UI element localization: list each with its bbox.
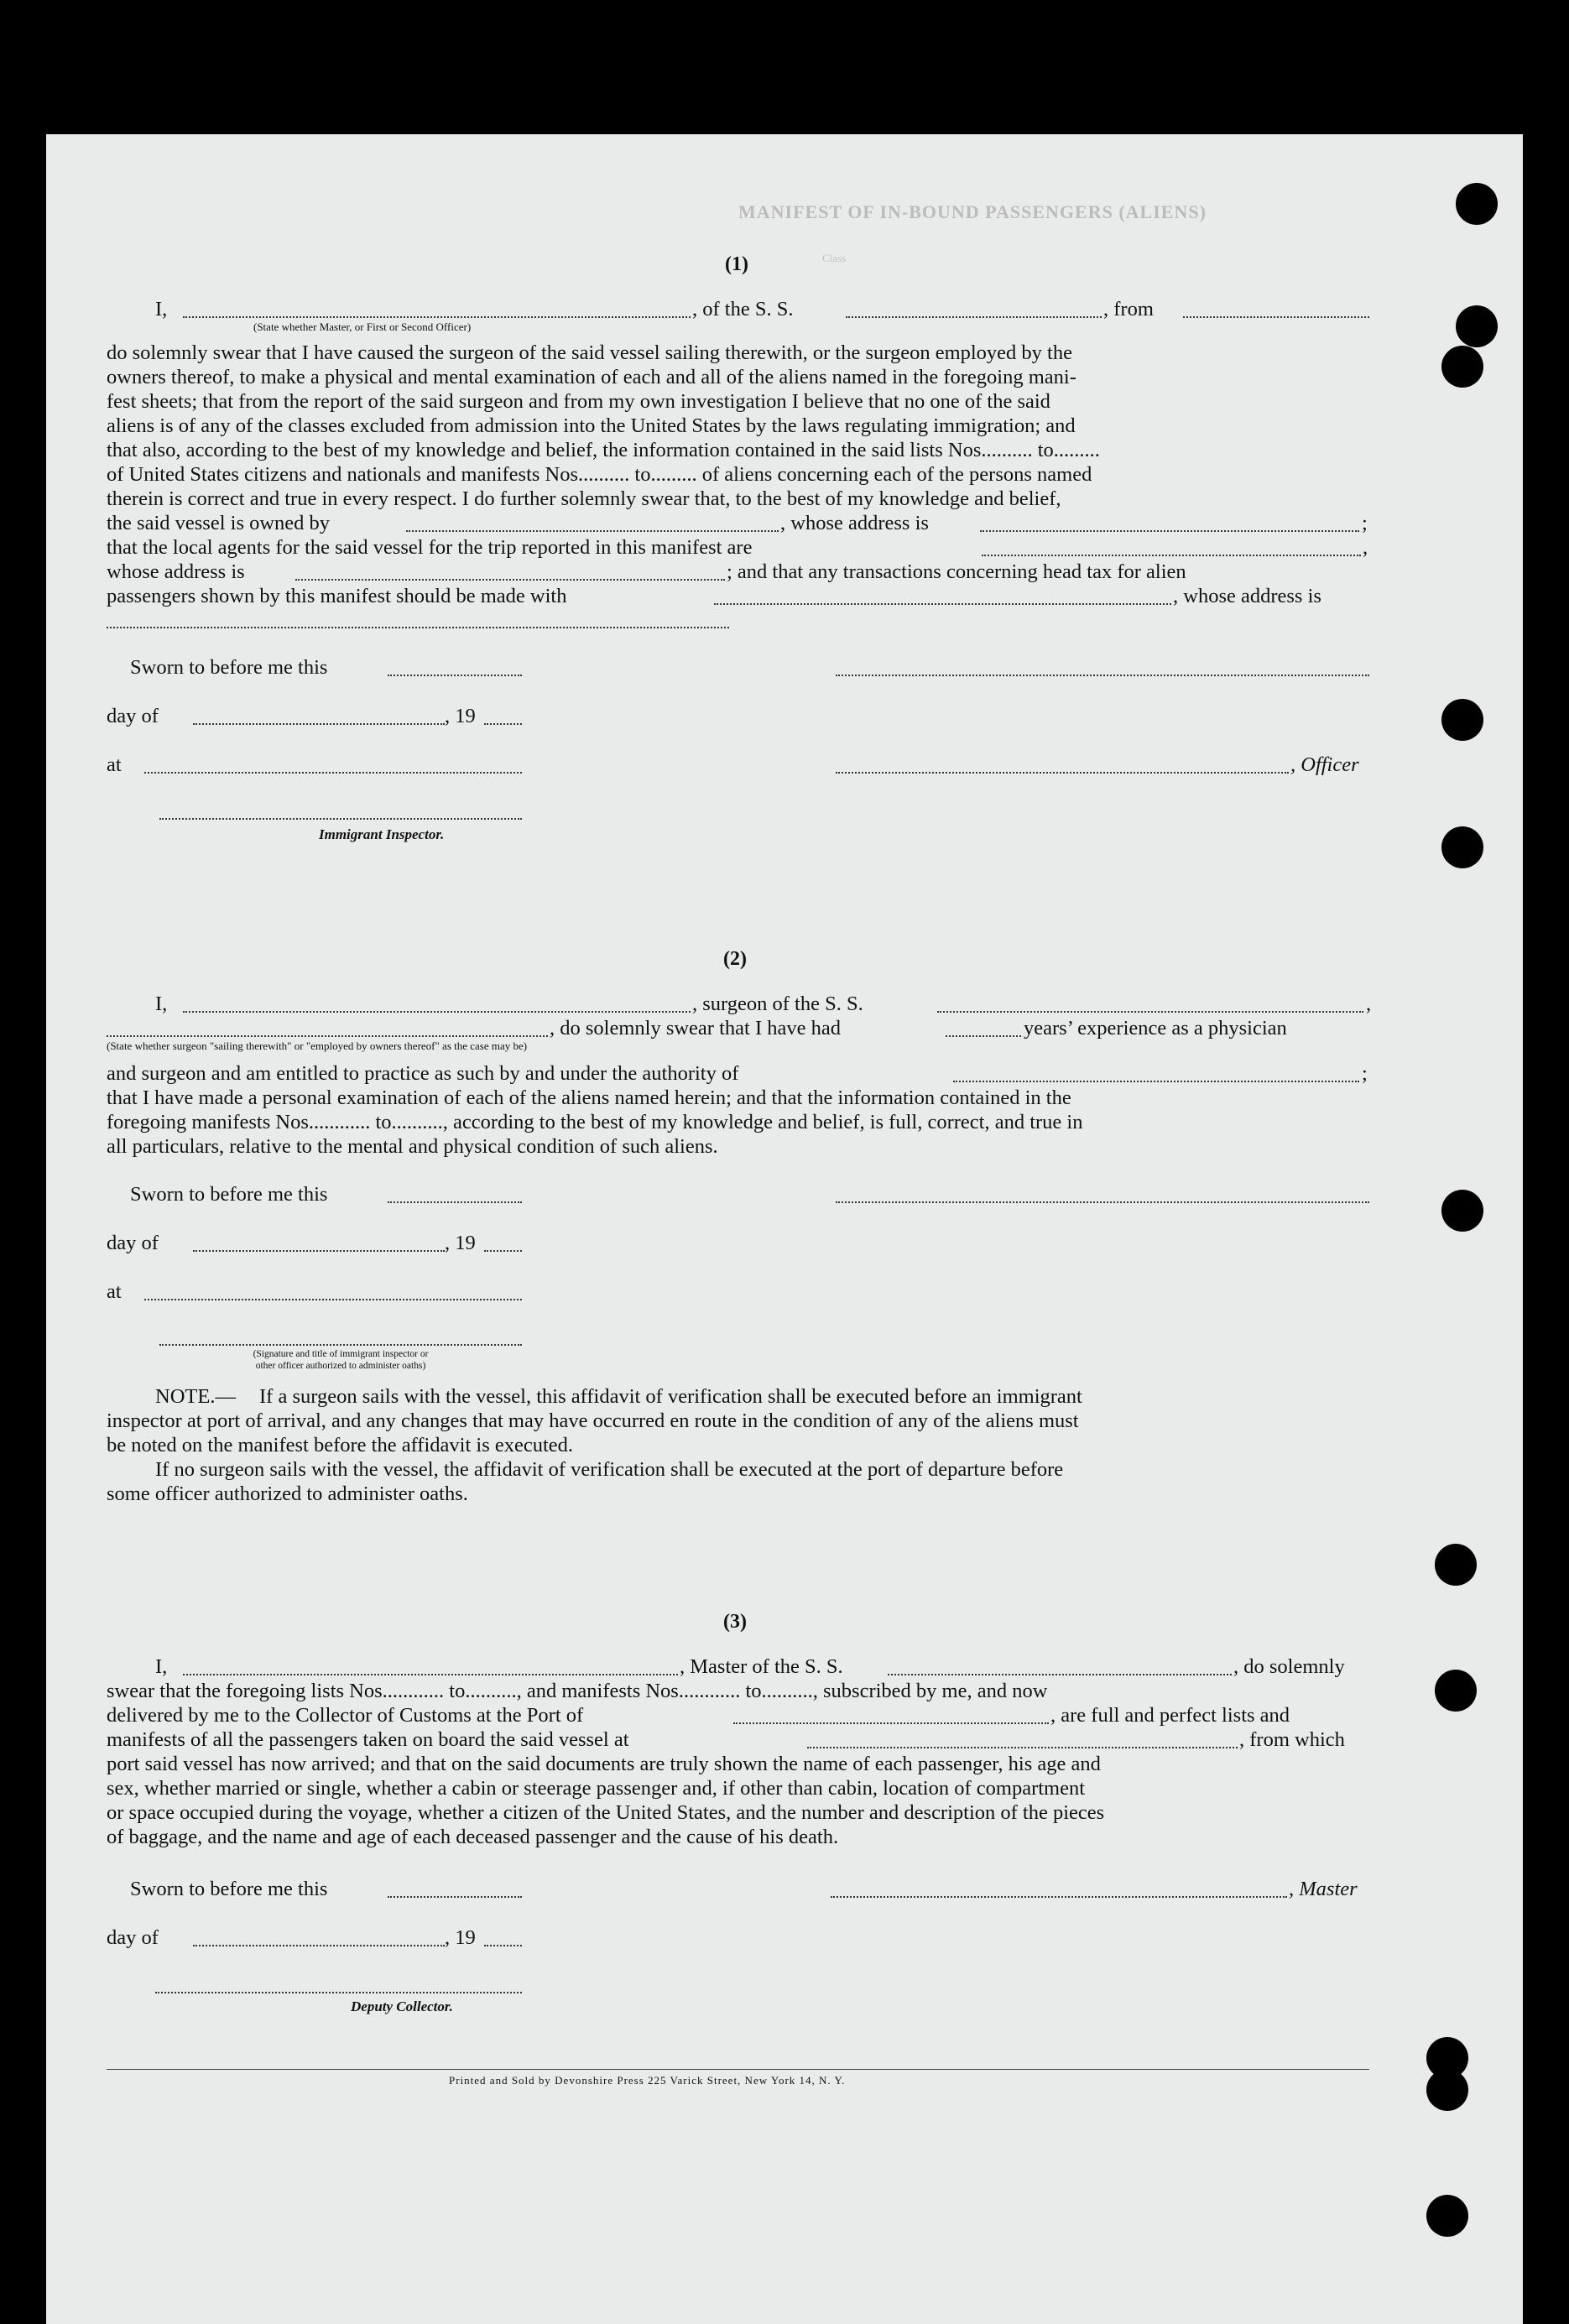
s1-owner-address-field[interactable] [980, 530, 1359, 532]
s2-practice: and surgeon and am entitled to practice as such by and under the authority of [107, 1062, 739, 1085]
s3-line1-i: I, [155, 1655, 168, 1678]
s3-year-field[interactable] [484, 1945, 522, 1946]
s1-para: that also, according to the best of my knowledge and belief, the information contained in the said lists Nos.......... to......... [107, 439, 1100, 461]
s3-sworn: Sworn to before me this [130, 1878, 328, 1900]
s1-year: , 19 [445, 705, 476, 727]
s1-owned-by: the said vessel is owned by [107, 512, 331, 534]
s1-passengers-shown: passengers shown by this manifest should be made with [107, 585, 567, 607]
s3-board-port-field[interactable] [807, 1747, 1238, 1748]
s2-sworn-field[interactable] [388, 1201, 522, 1203]
punch-hole [1435, 1544, 1477, 1586]
s2-day-field[interactable] [193, 1250, 445, 1252]
s3-para: port said vessel has now arrived; and that on the said documents are truly shown the name of each passenger, his age and [107, 1753, 1101, 1775]
s3-para: swear that the foregoing lists Nos............ to.........., and manifests Nos............ to.........., subscribed by me, and now [107, 1680, 1048, 1702]
punch-hole [1441, 1190, 1483, 1232]
s3-from-which: , from which [1239, 1728, 1345, 1751]
s3-master-of: , Master of the S. S. [680, 1655, 843, 1678]
punch-hole [1441, 346, 1483, 388]
s2-note: inspector at port of arrival, and any changes that may have occurred en route in the condition of any of the aliens must [107, 1410, 1079, 1432]
footer-rule [107, 2069, 1369, 2070]
s2-vessel-field[interactable] [937, 1011, 1363, 1013]
s1-agents-field[interactable] [982, 555, 1361, 556]
s1-para: of United States citizens and nationals and manifests Nos.......... to......... of aliens concerning each of the persons named [107, 463, 1092, 486]
s1-para: fest sheets; that from the report of the said surgeon and from my own investigation I believe that no one of the said [107, 390, 1050, 413]
s2-sworn: Sworn to before me this [130, 1183, 328, 1206]
bleed-through-title: MANIFEST OF IN-BOUND PASSENGERS (ALIENS) [738, 201, 1207, 222]
s1-at-field[interactable] [144, 772, 522, 774]
s3-para: of baggage, and the name and age of each deceased passenger and the cause of his death. [107, 1826, 839, 1848]
s2-note-label: NOTE.— [155, 1385, 236, 1408]
s3-para: or space occupied during the voyage, whether a citizen of the United States, and the number and description of the pieces [107, 1801, 1105, 1824]
s2-para: all particulars, relative to the mental and physical condition of such aliens. [107, 1135, 718, 1158]
section-3-heading: (3) [723, 1611, 747, 1633]
s1-signature-field[interactable] [836, 675, 1369, 676]
s2-authority-field[interactable] [953, 1081, 1359, 1082]
s3-full-lists: , are full and perfect lists and [1050, 1704, 1290, 1727]
s2-day-of: day of [107, 1232, 159, 1254]
s2-year: , 19 [445, 1232, 476, 1254]
s2-note: some officer authorized to administer oaths. [107, 1482, 468, 1505]
s3-para: sex, whether married or single, whether a cabin or steerage passenger and, if other than cabin, location of compartment [107, 1777, 1086, 1800]
s1-vessel-field[interactable] [846, 316, 1102, 318]
s1-inspector-field[interactable] [159, 818, 522, 820]
s2-para: foregoing manifests Nos............ to.........., according to the best of my knowledge and belief, is full, correct, and true in [107, 1111, 1083, 1133]
s1-para: do solemnly swear that I have caused the surgeon of the said vessel sailing therewith, or the surgeon employed by the [107, 341, 1072, 364]
section-1-heading: (1) [725, 253, 748, 275]
s2-sailing-field[interactable] [107, 1035, 548, 1037]
s2-note: If no surgeon sails with the vessel, the affidavit of verification shall be executed at the port of departure before [155, 1458, 1064, 1481]
section-2-heading: (2) [723, 948, 747, 970]
s3-master-sign-field[interactable] [831, 1896, 1287, 1898]
s3-port-field[interactable] [733, 1722, 1049, 1724]
bleed-through-label: Class [822, 252, 847, 264]
s2-swear: , do solemnly swear that I have had [550, 1017, 841, 1040]
s2-para: that I have made a personal examination of each of the aliens named herein; and that the information contained in the [107, 1086, 1071, 1109]
s2-years-field[interactable] [946, 1035, 1021, 1037]
s2-surgeon-of: , surgeon of the S. S. [692, 993, 863, 1015]
s3-day-of: day of [107, 1926, 159, 1949]
punch-hole [1456, 305, 1498, 347]
s1-head-tax: ; and that any transactions concerning head tax for alien [727, 560, 1186, 583]
punch-hole [1435, 1670, 1477, 1712]
s3-year: , 19 [445, 1926, 476, 1949]
s3-day-field[interactable] [193, 1945, 445, 1946]
s1-inspector-label: Immigrant Inspector. [319, 826, 445, 842]
s1-para: therein is correct and true in every respect. I do further solemnly swear that, to the best of my knowledge and belief, [107, 487, 1061, 510]
s2-inspector-hint-1: (Signature and title of immigrant inspector or [253, 1349, 429, 1359]
s2-at: at [107, 1280, 122, 1303]
s2-experience: years’ experience as a physician [1024, 1017, 1287, 1040]
s2-at-field[interactable] [144, 1299, 522, 1300]
s1-line1-from: , from [1103, 298, 1154, 320]
punch-hole [1456, 183, 1498, 225]
s1-agents-address-field[interactable] [295, 579, 725, 581]
s2-note: be noted on the manifest before the affidavit is executed. [107, 1434, 574, 1456]
s3-collector: delivered by me to the Collector of Customs at the Port of [107, 1704, 584, 1727]
s1-whose-address-2: , whose address is [1173, 585, 1321, 607]
s3-master-label: , Master [1289, 1878, 1358, 1900]
s2-surgeon-field[interactable] [183, 1011, 691, 1013]
s1-owner-field[interactable] [406, 530, 779, 532]
punch-hole [1441, 699, 1483, 741]
s1-officer-field[interactable] [183, 316, 691, 318]
punch-hole [1441, 826, 1483, 868]
s3-collector-field[interactable] [155, 1992, 522, 1993]
s1-comma: , [1363, 536, 1368, 559]
s2-semicolon: ; [1362, 1062, 1368, 1085]
s3-do-solemnly: , do solemnly [1233, 1655, 1345, 1678]
s1-line1-ss: , of the S. S. [692, 298, 794, 320]
s1-owner-address-label: , whose address is [780, 512, 929, 534]
s1-officer-label: , Officer [1290, 753, 1359, 776]
s1-sworn-field[interactable] [388, 675, 522, 676]
s1-officer-hint: (State whether Master, or First or Second Officer) [253, 320, 472, 333]
s3-master-field[interactable] [183, 1674, 678, 1675]
printer-line: Printed and Sold by Devonshire Press 225 Varick Street, New York 14, N. Y. [449, 2074, 846, 2087]
s1-day-field[interactable] [193, 723, 445, 725]
s3-sworn-field[interactable] [388, 1896, 522, 1898]
punch-hole [1426, 2195, 1468, 2237]
s1-line1-i: I, [155, 298, 168, 320]
s1-at: at [107, 753, 122, 776]
s2-inspector-field[interactable] [159, 1344, 522, 1346]
s1-whose-address: whose address is [107, 560, 245, 583]
s1-year-field[interactable] [484, 723, 522, 725]
s1-para: aliens is of any of the classes excluded from admission into the United States by the laws regulating immigration; and [107, 414, 1076, 437]
s1-from-field[interactable] [1183, 316, 1369, 318]
s3-vessel-field[interactable] [888, 1674, 1232, 1675]
s2-note: If a surgeon sails with the vessel, this affidavit of verification shall be executed before an immigrant [259, 1385, 1082, 1408]
s2-inspector-hint-2: other officer authorized to administer oaths) [255, 1361, 426, 1371]
s1-para: owners thereof, to make a physical and mental examination of each and all of the aliens named in the foregoing mani- [107, 366, 1076, 388]
s1-officer-sign-field[interactable] [836, 772, 1289, 774]
s2-year-field[interactable] [484, 1250, 522, 1252]
s1-sworn: Sworn to before me this [130, 656, 328, 679]
s2-comma: , [1366, 993, 1372, 1015]
s3-collector-label: Deputy Collector. [351, 1998, 453, 2014]
s2-signature-field[interactable] [836, 1201, 1369, 1203]
s1-semicolon: ; [1362, 512, 1368, 534]
s1-local-agents: that the local agents for the said vessel for the trip reported in this manifest are [107, 536, 753, 559]
punch-hole [1426, 2069, 1468, 2111]
s3-taken-on-board: manifests of all the passengers taken on board the said vessel at [107, 1728, 629, 1751]
s1-day-of: day of [107, 705, 159, 727]
s1-head-tax-field[interactable] [714, 603, 1171, 605]
s2-surgeon-hint: (State whether surgeon "sailing therewith" or "employed by owners thereof" as the case may be) [107, 1040, 528, 1052]
s1-head-tax-address-field[interactable] [107, 627, 729, 628]
s2-line1-i: I, [155, 993, 168, 1015]
